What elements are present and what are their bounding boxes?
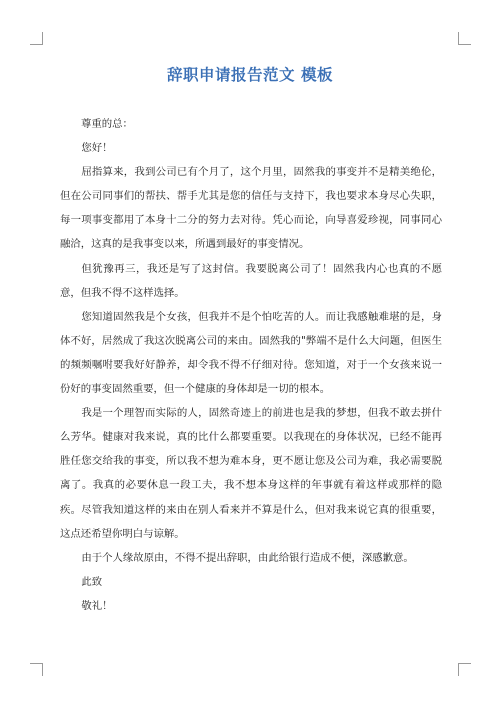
document-title: 辞职申请报告范文 模板 <box>167 66 333 84</box>
paragraph-1: 屈指算来，我到公司已有个月了，这个月里，固然我的事变并不是精美绝伦，但在公司同事们的帮扶、帮手尤其是您的信任与支持下，我也要求本身尽心失职，每一项事变都用了本身十二分的努力去对待。凭心而论，向导喜爱珍视，同事同心融洽，这真的是我事变以来，所遇到最好的事变情况。 <box>60 166 442 251</box>
crop-mark-top-left <box>30 32 43 45</box>
crop-mark-top-right <box>458 32 471 45</box>
paragraph-3: 您知道固然我是个女孩，但我并不是个怕吃苦的人。而让我感触难堪的是，身体不好，居然成了我这次脱离公司的来由。固然我的"弊端不是什么大问题，但医生的频频嘱咐要我好好静养，却令我不得不仔细对待。您知道，对于一个女孩来说一份好的事变固然重要，但一个健康的身体却是一切的根本。 <box>60 310 442 396</box>
crop-mark-bottom-right <box>458 663 471 676</box>
paragraph-2: 但犹豫再三，我还是写了这封信。我要脱离公司了！固然我内心也真的不愿意，但我不得不这样选择。 <box>60 262 442 299</box>
closing-line-1: 此致 <box>81 575 103 588</box>
crop-mark-bottom-left <box>30 663 43 676</box>
paragraph-4: 我是一个理智而实际的人，固然奇迹上的前进也是我的梦想，但我不敢去拼什么芳华。健康对我来说，真的比什么都要重要。以我现在的身体状况，已经不能再胜任您交给我的事变，所以我不想为难本身，更不愿让您及公司为难，我必需要脱离了。我真的必要休息一段工夫，我不想本身这样的年事就有着这样或那样的隐疾。尽管我知道这样的来由在别人看来并不算是什么，但对我来说它真的很重要，这点还希望你明白与谅解。 <box>60 407 442 540</box>
salutation: 尊重的总： <box>81 118 133 130</box>
paragraph-5: 由于个人缘故原由，不得不提出辞职，由此给银行造成不便，深感歉意。 <box>81 551 414 564</box>
greeting: 您好！ <box>81 142 113 155</box>
document-body <box>60 112 442 618</box>
closing-line-2: 敬礼！ <box>81 599 113 612</box>
